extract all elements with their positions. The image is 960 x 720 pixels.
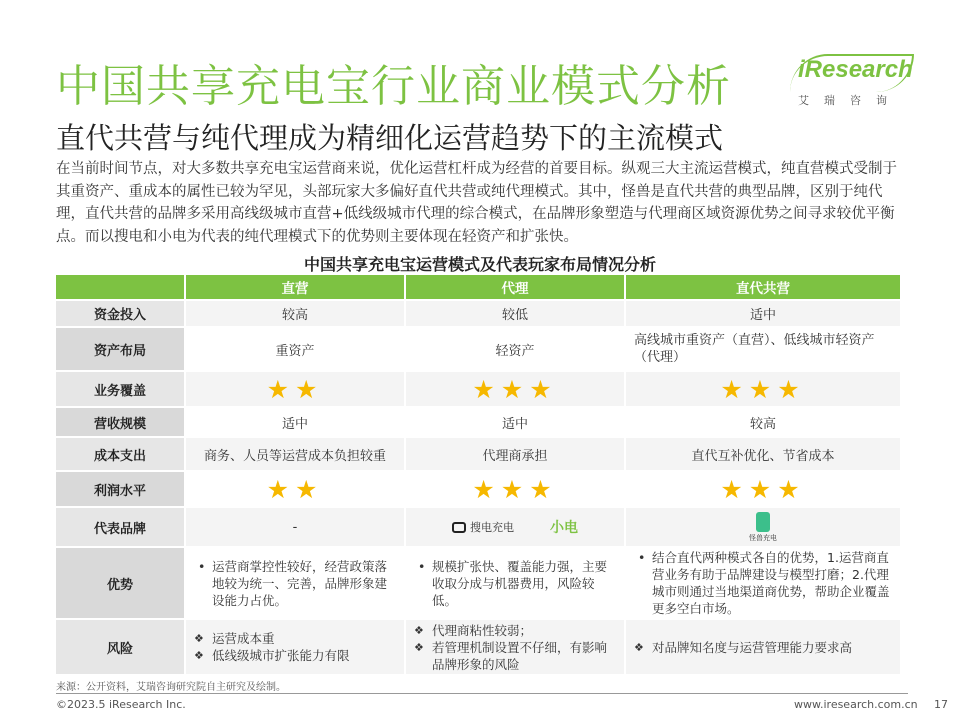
- website: www.iresearch.com.cn: [794, 698, 918, 711]
- row-label: 资产布局: [56, 328, 186, 372]
- table-cell: 高线城市重资产（直营）、低线城市轻资产（代理）: [626, 328, 900, 372]
- row-label: 成本支出: [56, 438, 186, 472]
- list-item: ❖ 对品牌知名度与运营管理能力要求高: [634, 639, 852, 656]
- header-hybrid: 直代共营: [626, 275, 900, 301]
- logo-name: iResearch: [798, 56, 913, 83]
- table-cell: 重资产: [186, 328, 406, 372]
- header-direct: 直营: [186, 275, 406, 301]
- table-title: 中国共享充电宝运营模式及代表玩家布局情况分析: [303, 255, 656, 274]
- table-cell: [626, 548, 900, 620]
- table-cell: 适中: [406, 408, 626, 438]
- list-item: ❖ 低线级城市扩张能力有限: [194, 647, 350, 664]
- table-row: [56, 301, 900, 328]
- list-item: • 规模扩张快、覆盖能力强，主要收取分成与机器费用，风险较低。: [414, 558, 616, 609]
- list-item: ❖ 若管理机制设置不仔细，有影响品牌形象的风险: [414, 639, 616, 673]
- star-rating: ★★: [186, 472, 406, 508]
- star-rating: ★★★: [406, 472, 626, 508]
- table-cell: [406, 620, 626, 676]
- guaishou-logo: [749, 512, 777, 543]
- row-label: 营收规模: [56, 408, 186, 438]
- list-item: • 结合直代两种模式各自的优势，1.运营商直营业务有助于品牌建设与模型打磨；2.代理城市则通过当地渠道商优势，帮助企业覆盖更多空白市场。: [634, 549, 892, 617]
- table-cell: 轻资产: [406, 328, 626, 372]
- logo-sub: 艾瑞咨询: [798, 94, 902, 107]
- table-header-row: [56, 275, 900, 301]
- table-cell: [406, 548, 626, 620]
- guaishou-name: 怪兽充电: [749, 533, 777, 542]
- star-rating: ★★★: [626, 372, 900, 408]
- brand-logo-hybrid: [626, 508, 900, 548]
- table-row: [56, 408, 900, 438]
- star-rating: ★★★: [406, 372, 626, 408]
- table-cell: [186, 620, 406, 676]
- table-row: [56, 620, 900, 676]
- header-agency: 代理: [406, 275, 626, 301]
- table-row: [56, 508, 900, 548]
- row-label: 代表品牌: [56, 508, 186, 548]
- list-item: • 运营商掌控性较好，经营政策落地较为统一、完善，品牌形象建设能力占优。: [194, 558, 396, 609]
- page-subtitle: 直代共营与纯代理成为精细化运营趋势下的主流模式: [56, 121, 724, 155]
- header-blank: [56, 275, 186, 301]
- brand-logos-agency: [406, 508, 626, 548]
- table-cell: [186, 548, 406, 620]
- table-cell: 适中: [626, 301, 900, 328]
- table-row: [56, 548, 900, 620]
- comparison-table: [56, 275, 900, 676]
- table-cell: 较低: [406, 301, 626, 328]
- row-label: 风险: [56, 620, 186, 676]
- table-row: [56, 438, 900, 472]
- table-cell: 较高: [186, 301, 406, 328]
- row-label: 业务覆盖: [56, 372, 186, 408]
- table-cell: -: [186, 508, 406, 548]
- star-rating: ★★★: [626, 472, 900, 508]
- page-number: 17: [934, 698, 948, 711]
- footer-divider: [56, 693, 908, 694]
- list-item: ❖ 运营成本重: [194, 630, 350, 647]
- table-row: [56, 472, 900, 508]
- guaishou-icon: [756, 512, 770, 532]
- copyright: ©2023.5 iResearch Inc.: [56, 698, 186, 711]
- table-cell: 较高: [626, 408, 900, 438]
- xiaodian-logo: 小电: [550, 520, 578, 536]
- soudian-name: 搜电充电: [470, 521, 514, 534]
- row-label: 优势: [56, 548, 186, 620]
- row-label: 资金投入: [56, 301, 186, 328]
- list-item: ❖ 代理商粘性较弱；: [414, 622, 616, 639]
- iresearch-logo: [792, 52, 913, 112]
- intro-paragraph: 在当前时间节点，对大多数共享充电宝运营商来说，优化运营杠杆成为经营的首要目标。纵观三大主流运营模式，纯直营模式受制于其重资产、重成本的属性已较为罕见，头部玩家大多偏好直代共营或纯代理模式。其中，怪兽是直代共营的典型品牌，区别于纯代理，直代共营的品牌多采用高线级城市直营+低线级城市代理的综合模式，在品牌形象塑造与代理商区域资源优势之间寻求较优平衡点。而以搜电和小电为代表的纯代理模式下的优势则主要体现在轻资产和扩张快。: [56, 161, 897, 245]
- table-cell: 适中: [186, 408, 406, 438]
- table-cell: 代理商承担: [406, 438, 626, 472]
- source-note: 来源：公开资料，艾瑞咨询研究院自主研究及绘制。: [56, 682, 286, 693]
- table-row: [56, 328, 900, 372]
- table-cell: 商务、人员等运营成本负担较重: [186, 438, 406, 472]
- star-rating: ★★: [186, 372, 406, 408]
- table-cell: [626, 620, 900, 676]
- table-cell: 直代互补优化、节省成本: [626, 438, 900, 472]
- page-title: 中国共享充电宝行业商业模式分析: [56, 61, 731, 112]
- soudian-icon: [452, 522, 466, 533]
- row-label: 利润水平: [56, 472, 186, 508]
- soudian-logo: [452, 519, 514, 535]
- table-row: [56, 372, 900, 408]
